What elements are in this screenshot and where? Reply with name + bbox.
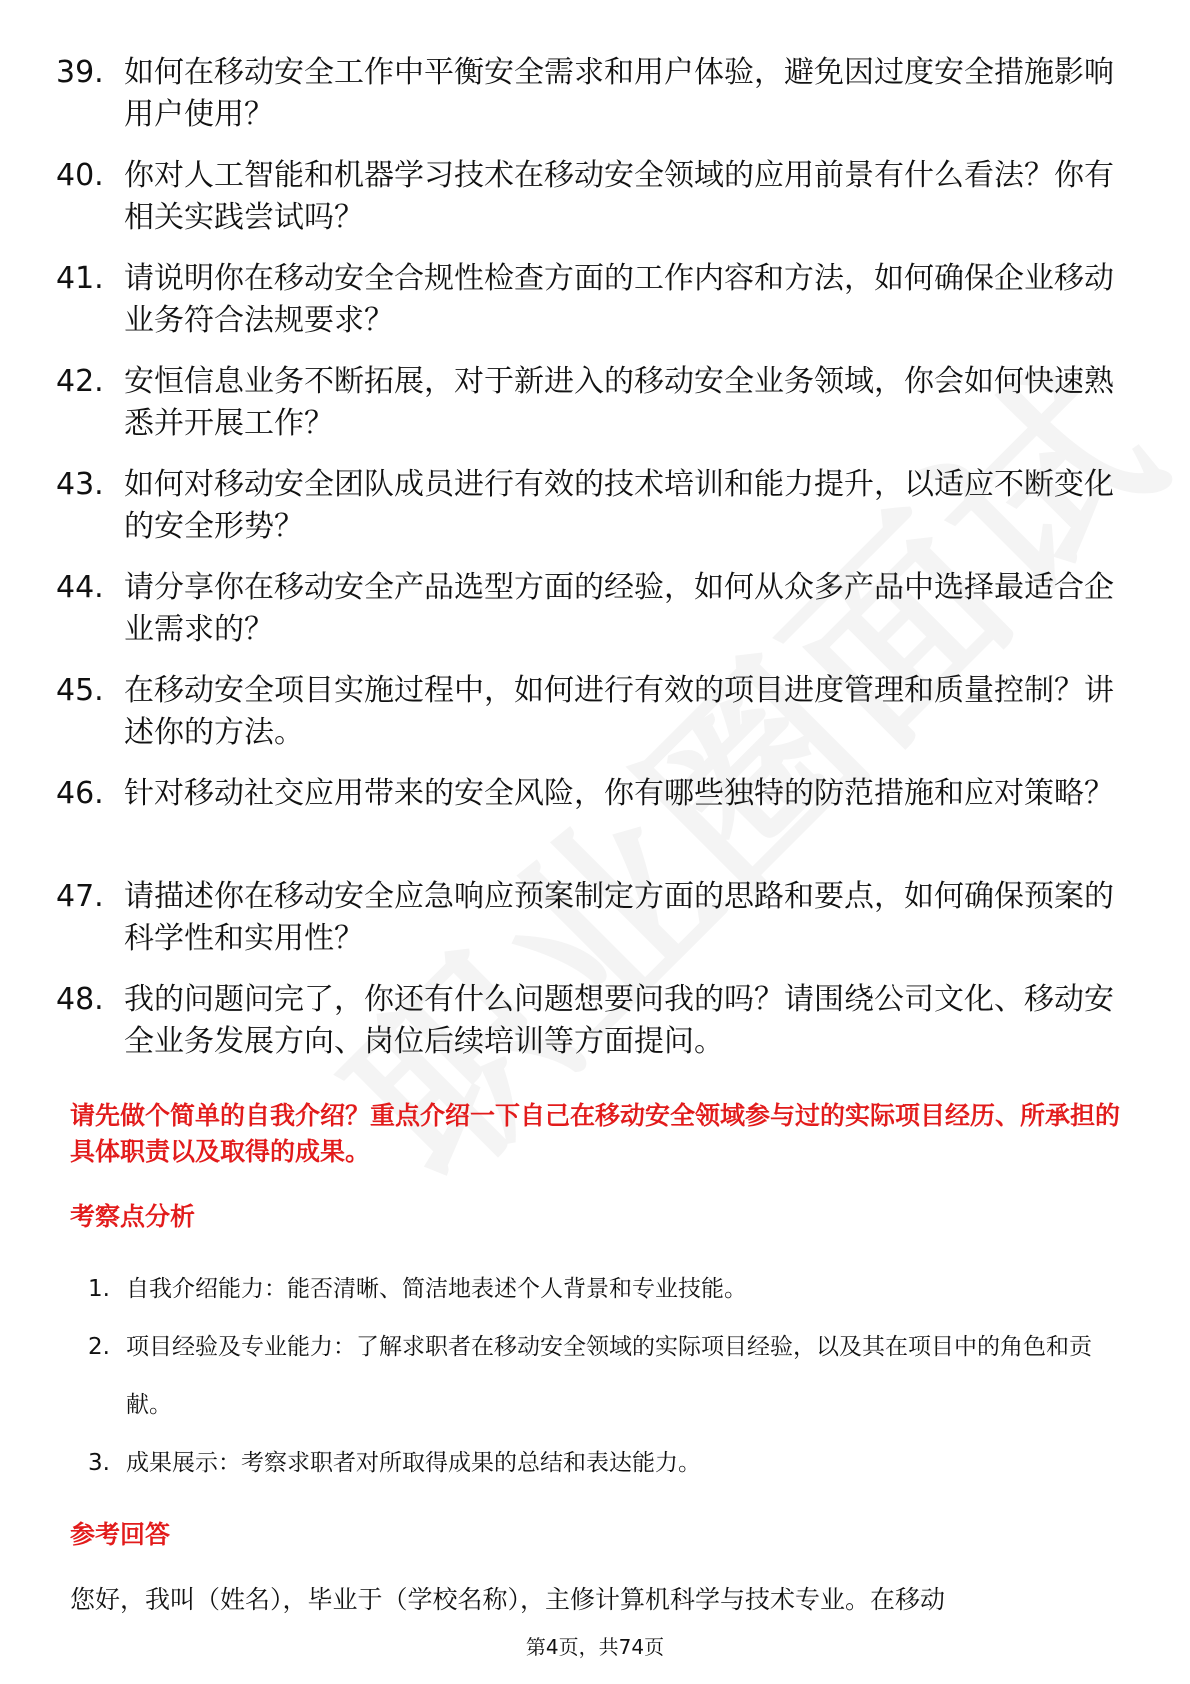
question-item — [56, 670, 1126, 754]
analysis-number: 1. — [88, 1276, 110, 1302]
question-number: 48. — [56, 982, 104, 1017]
question-text: 请描述你在移动安全应急响应预案制定方面的思路和要点，如何确保预案的科学性和实用性？ — [124, 879, 1114, 956]
question-item — [56, 361, 1126, 445]
analysis-text: 成果展示：考察求职者对所取得成果的总结和表达能力。 — [126, 1450, 701, 1476]
question-number: 46. — [56, 776, 104, 811]
analysis-item — [88, 1318, 1118, 1434]
analysis-number: 2. — [88, 1334, 110, 1360]
analysis-number: 3. — [88, 1450, 110, 1476]
question-text: 请说明你在移动安全合规性检查方面的工作内容和方法，如何确保企业移动业务符合法规要求？ — [124, 261, 1114, 338]
question-text: 你对人工智能和机器学习技术在移动安全领域的应用前景有什么看法？你有相关实践尝试吗？ — [124, 158, 1114, 235]
question-number: 43. — [56, 467, 104, 502]
question-item — [56, 567, 1126, 651]
analysis-text: 项目经验及专业能力：了解求职者在移动安全领域的实际项目经验，以及其在项目中的角色和贡献。 — [126, 1334, 1092, 1418]
question-number: 42. — [56, 364, 104, 399]
analysis-list — [88, 1260, 1118, 1492]
analysis-heading: 考察点分析 — [70, 1202, 196, 1231]
question-item — [56, 979, 1126, 1063]
question-list — [56, 52, 1126, 1082]
analysis-item — [88, 1260, 1118, 1318]
question-number: 44. — [56, 570, 104, 605]
question-text: 针对移动社交应用带来的安全风险，你有哪些独特的防范措施和应对策略？ — [124, 776, 1114, 811]
question-text: 如何对移动安全团队成员进行有效的技术培训和能力提升，以适应不断变化的安全形势？ — [124, 467, 1114, 544]
page-number: 第4页，共74页 — [525, 1635, 665, 1659]
analysis-text: 自我介绍能力：能否清晰、简洁地表述个人背景和专业技能。 — [126, 1276, 747, 1302]
answer-paragraph: 您好，我叫（姓名），毕业于（学校名称），主修计算机科学与技术专业。在移动 — [70, 1585, 946, 1614]
question-item — [56, 876, 1126, 960]
question-item — [56, 155, 1126, 239]
question-number: 41. — [56, 261, 104, 296]
question-text: 在移动安全项目实施过程中，如何进行有效的项目进度管理和质量控制？讲述你的方法。 — [124, 673, 1114, 750]
question-number: 45. — [56, 673, 104, 708]
answer-heading: 参考回答 — [70, 1520, 171, 1549]
question-item — [56, 773, 1126, 857]
question-text: 如何在移动安全工作中平衡安全需求和用户体验，避免因过度安全措施影响用户使用？ — [124, 55, 1114, 132]
question-item — [56, 52, 1126, 136]
question-number: 47. — [56, 879, 104, 914]
highlight-question: 请先做个简单的自我介绍？重点介绍一下自己在移动安全领域参与过的实际项目经历、所承担的具体职责以及取得的成果。 — [70, 1101, 1121, 1166]
question-number: 40. — [56, 158, 104, 193]
question-text: 我的问题问完了，你还有什么问题想要问我的吗？请围绕公司文化、移动安全业务发展方向、岗位后续培训等方面提问。 — [124, 982, 1114, 1059]
analysis-item — [88, 1434, 1118, 1492]
question-item — [56, 464, 1126, 548]
question-item — [56, 258, 1126, 342]
question-number: 39. — [56, 55, 104, 90]
question-text: 请分享你在移动安全产品选型方面的经验，如何从众多产品中选择最适合企业需求的？ — [124, 570, 1114, 647]
question-text: 安恒信息业务不断拓展，对于新进入的移动安全业务领域，你会如何快速熟悉并开展工作？ — [124, 364, 1114, 441]
